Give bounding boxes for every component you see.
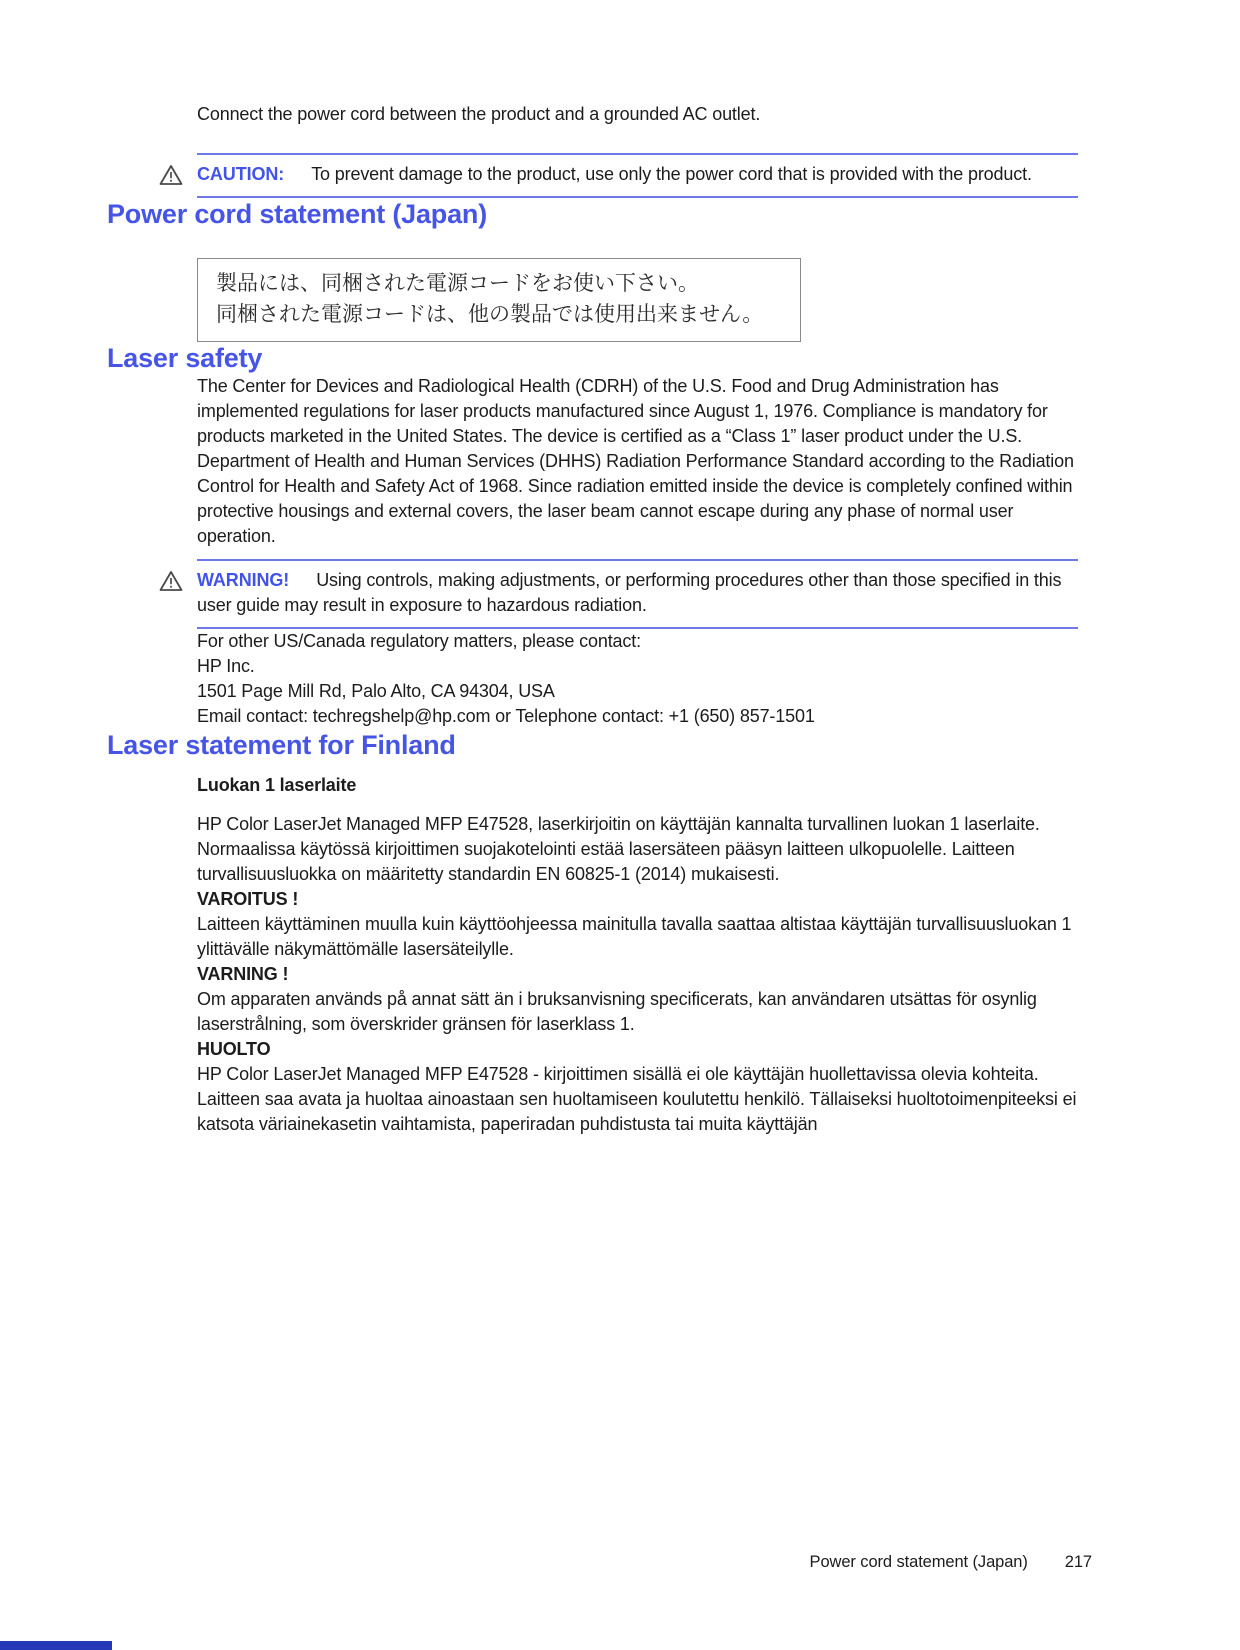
page-footer: [810, 1553, 1092, 1572]
warning-triangle-icon: [159, 164, 183, 186]
huolto-label: HUOLTO: [197, 1039, 271, 1059]
caution-text: To prevent damage to the product, use only the power cord that is provided with the product.: [311, 164, 1032, 184]
varoitus-label: VAROITUS !: [197, 889, 299, 909]
caution-label: CAUTION:: [197, 164, 285, 184]
caution-note: [197, 153, 1078, 198]
intro-paragraph: Connect the power cord between the product and a grounded AC outlet.: [197, 104, 761, 124]
footer-accent-bar: [0, 1641, 112, 1650]
varoitus-paragraph: Laitteen käyttäminen muulla kuin käyttöohjeessa mainitulla tavalla saattaa altistaa käyttäjän turvallisuusluokan 1 ylittävälle näkymättömälle lasersäteilylle.: [197, 914, 1072, 959]
warning-label: WARNING!: [197, 570, 290, 590]
section-heading-laser-safety: Laser safety: [107, 343, 263, 373]
warning-text: Using controls, making adjustments, or performing procedures other than those specified in this user guide may result in exposure to hazardous radiation.: [197, 570, 1062, 615]
footer-section-title: Power cord statement (Japan): [809, 1553, 1028, 1571]
contact-address-line: 1501 Page Mill Rd, Palo Alto, CA 94304, USA: [197, 681, 555, 701]
finland-subheading: Luokan 1 laserlaite: [197, 775, 357, 795]
laser-safety-paragraph: The Center for Devices and Radiological Health (CDRH) of the U.S. Food and Drug Administration has implemented regulations for laser products manufactured since August 1, 1976. Compliance is mandatory for products marketed in the United States. The device is certified as a “Class 1” laser product under the U.S. Department of Health and Human Services (DHHS) Radiation Performance Standard according to the Radiation Control for Health and Safety Act of 1968. Since radiation emitted inside the device is completely confined within protective housings and external covers, the laser beam cannot escape during any phase of normal user operation.: [197, 376, 1074, 546]
section-heading-laser-finland: Laser statement for Finland: [107, 730, 456, 760]
warning-note: [197, 559, 1078, 629]
japan-statement-line2: 同梱された電源コードは、他の製品では使用出来ません。: [216, 302, 764, 326]
section-heading-power-cord-japan: Power cord statement (Japan): [107, 199, 487, 229]
japan-power-cord-box: [197, 258, 801, 342]
footer-page-number: 217: [1064, 1553, 1092, 1571]
varning-paragraph: Om apparaten används på annat sätt än i bruksanvisning specificerats, kan användaren utsättas för osynlig laserstrålning, som överskrider gränsen för laserklass 1.: [197, 989, 1037, 1034]
contact-company-line: HP Inc.: [197, 656, 255, 676]
warning-triangle-icon: [159, 570, 183, 592]
varning-label: VARNING !: [197, 964, 289, 984]
contact-intro-line: For other US/Canada regulatory matters, please contact:: [197, 631, 641, 651]
finland-paragraph-1: HP Color LaserJet Managed MFP E47528, laserkirjoitin on käyttäjän kannalta turvallinen luokan 1 laserlaite. Normaalissa käytössä kirjoittimen suojakotelointi estää lasersäteen pääsyn laitteen ulkopuolelle. Laitteen turvallisuusluokka on määritetty standardin EN 60825-1 (2014) mukaisesti.: [197, 814, 1040, 884]
huolto-paragraph: HP Color LaserJet Managed MFP E47528 - kirjoittimen sisällä ei ole käyttäjän huollettavissa olevia kohteita. Laitteen saa avata ja huoltaa ainoastaan sen huoltamiseen koulutettu henkilö. Tällaiseksi huoltotoimenpiteeksi ei katsota väriainekasetin vaihtamista, paperiradan puhdistusta tai muita käyttäjän: [197, 1064, 1077, 1134]
japan-statement-line1: 製品には、同梱された電源コードをお使い下さい。: [216, 271, 699, 295]
contact-email-line: Email contact: techregshelp@hp.com or Telephone contact: +1 (650) 857-1501: [197, 706, 815, 726]
